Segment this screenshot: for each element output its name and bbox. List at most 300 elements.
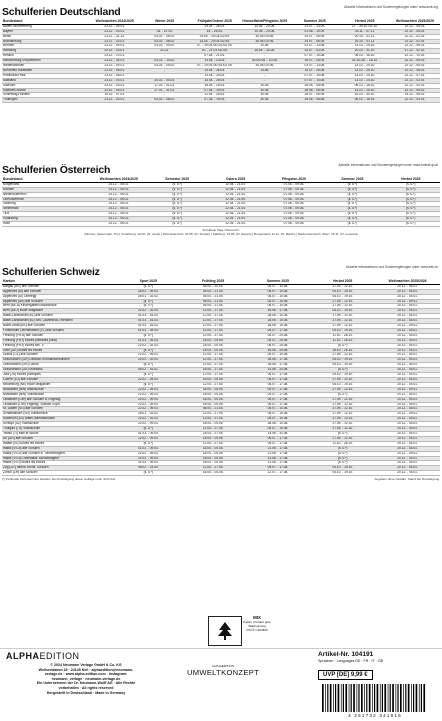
date-cell: -: [240, 73, 290, 78]
barcode-bar: [338, 684, 340, 712]
date-cell: 12.04. - 27.04.: [181, 353, 246, 358]
umwelt-big: UMWELTKONZEPT: [186, 668, 260, 677]
region-cell: Rheinland-Pfalz: [2, 73, 90, 78]
date-cell: 11.10. - 26.10.: [310, 338, 375, 343]
date-cell: 24.12. - 06.01.: [90, 197, 148, 202]
date-cell: -: [140, 93, 190, 98]
date-cell: 14.04. - 25.04.: [190, 73, 240, 78]
date-cell: 20.12. - 04.01.: [375, 431, 440, 436]
date-cell: 22.12. - 02.01.: [390, 83, 440, 88]
date-cell: 27.09. - 12.10.: [310, 387, 375, 392]
switzerland-footnote-right: Angaben ohne Gewähr. Stand bei Drucklegung.: [374, 477, 440, 482]
date-cell: (s. u.*): [116, 471, 181, 476]
barcode: [320, 684, 430, 714]
date-cell: 05.07. - 10.08.: [246, 299, 311, 304]
column-header: Weihnachten 2025/2026: [390, 20, 440, 24]
region-cell: Thüringen: [2, 98, 90, 103]
region-cell: Appenzell (AI) alle Schulen: [2, 289, 116, 294]
date-cell: 04.10. - 19.10.: [310, 289, 375, 294]
fsc-logo: [208, 616, 242, 646]
date-cell: 07.06. - 09.06.: [265, 217, 323, 222]
date-cell: 14.07. - 26.08.: [290, 68, 340, 73]
date-cell: 12.04. - 21.04.: [206, 202, 264, 207]
date-cell: (s. u.*): [382, 212, 440, 217]
date-cell: 05.04. - 21.04.: [181, 289, 246, 294]
date-cell: 05.07. - 10.08.: [246, 294, 311, 299]
date-cell: 20.12. - 04.01.: [375, 363, 440, 368]
date-cell: (s. u.*): [323, 182, 381, 187]
date-cell: 10.06.: [240, 44, 290, 49]
date-cell: 03.02. - 08.02.: [140, 34, 190, 39]
barcode-digits: 4 251732 341916: [348, 713, 402, 718]
publisher-info: [6, 663, 166, 695]
date-cell: 24.07. - 06.09.: [290, 34, 340, 39]
date-cell: 04.10. - 19.10.: [310, 373, 375, 378]
date-cell: 05.04. - 21.04.: [181, 304, 246, 309]
date-cell: 28.06. - 08.08.: [290, 88, 340, 93]
date-cell: 22.12. - 05.01.: [390, 29, 440, 34]
date-cell: 28.06. - 17.08.: [246, 363, 311, 368]
date-cell: 12.04. - 27.04.: [181, 466, 246, 471]
barcode-bar: [358, 684, 359, 712]
date-cell: 05.07. - 10.08.: [246, 417, 311, 422]
germany-note: Aktuelle Informationen und Sonderregelungen unter: www.kmk.org: [344, 5, 438, 9]
barcode-bar: [372, 684, 373, 712]
date-cell: 22.02. - 09.03.: [116, 451, 181, 456]
region-cell: Schaffhausen (SH) Volksschule: [2, 412, 116, 417]
date-cell: -: [240, 78, 290, 83]
region-cell: Wallis (VS-d) Oberwallis Tourismusgem.: [2, 456, 116, 461]
date-cell: 12.04. - 21.04.: [206, 222, 264, 227]
region-cell: Solothurn (SO) Mittel-/Berufsschulen: [2, 417, 116, 422]
publisher-line: © 2024 Neumann Verlage GmbH & Co. KG: [50, 663, 122, 667]
date-cell: (s. u.*): [116, 333, 181, 338]
date-cell: (s. u.*): [116, 441, 181, 446]
date-cell: 05.04. - 20.04.: [181, 284, 246, 289]
date-cell: 12.04. - 27.04.: [181, 319, 246, 324]
date-cell: 20.12. - 04.01.: [375, 392, 440, 397]
date-cell: 05.07. - 17.08.: [246, 436, 311, 441]
date-cell: 22.02. - 09.03.: [116, 436, 181, 441]
date-cell: 24.07. - 06.09.: [290, 39, 340, 44]
barcode-bar: [408, 684, 410, 712]
date-cell: 24.12. - 06.01.: [90, 217, 148, 222]
barcode-bar: [416, 684, 418, 712]
date-cell: 05.07. - 24.08.: [246, 333, 311, 338]
date-cell: 23.12. - 03.01.: [90, 39, 140, 44]
date-cell: 14.04. - 25.04./02.05.: [190, 39, 240, 44]
region-cell: Basel-Stadt (BS) alle Schulen: [2, 324, 116, 329]
date-cell: 22.12. - 03.01.: [390, 98, 440, 103]
date-cell: 12.04. - 27.04.: [181, 412, 246, 417]
date-cell: 18.04. - 04.05.: [181, 397, 246, 402]
barcode-bar: [327, 684, 328, 712]
date-cell: 21.06. - 17.08.: [246, 456, 311, 461]
date-cell: 30.05./06. - 10.06.: [240, 59, 290, 64]
date-cell: 23.12. - 03.01.: [90, 98, 140, 103]
date-cell: 20.12. - 04.01.: [375, 427, 440, 432]
date-cell: 21.06. - 17.08.: [246, 446, 311, 451]
region-cell: Mecklenburg-Vorpommern: [2, 59, 90, 64]
date-cell: 20.10. - 01.11.: [340, 34, 390, 39]
region-cell: Wien: [2, 222, 90, 227]
date-cell: (s. u.*): [310, 343, 375, 348]
region-cell: Hamburg: [2, 49, 90, 54]
date-cell: 22.12. - 02.01.: [390, 34, 440, 39]
date-cell: 03.02. - 04.02.: [140, 44, 190, 49]
date-cell: 03.02. - 04.02.: [140, 64, 190, 69]
region-cell: Glarus (GL) alle Schulen: [2, 353, 116, 358]
date-cell: 19.12. - 06.01.: [390, 93, 440, 98]
date-cell: (s. u.*): [323, 192, 381, 197]
austria-note: Aktuelle Informationen und Sonderregelungen unter: www.bmbwf.gv.at: [338, 163, 438, 167]
date-cell: 10.06.: [240, 68, 290, 73]
publisher-line: Wellseedamm 18 · 24145 Kiel · alphaedition@neumann-: [38, 667, 134, 672]
barcode-bar: [405, 684, 406, 712]
date-cell: 22.12. - 05.01.: [390, 44, 440, 49]
date-cell: 13.10. - 25.10.: [340, 44, 390, 49]
date-cell: (s. u.*): [310, 446, 375, 451]
date-cell: 20.12. - 04.01.: [375, 304, 440, 309]
date-cell: 01.03. - 16.03.: [116, 324, 181, 329]
region-cell: Zug (ZG) öffentl.-rechtl. Schulen: [2, 466, 116, 471]
date-cell: 03.02. - 08.02.: [140, 98, 190, 103]
region-cell: Sachsen: [2, 83, 90, 88]
barcode-bar: [364, 684, 365, 712]
date-cell: 26.05. - 30.05.: [240, 49, 290, 54]
date-cell: 23.12. - 04.01.: [90, 59, 140, 64]
date-cell: 22.02. - 09.03.: [116, 392, 181, 397]
region-cell: Waadt (VD) toutes les écoles: [2, 441, 116, 446]
date-cell: 27.09. - 12.10.: [310, 422, 375, 427]
date-cell: 20.12. - 04.01.: [375, 289, 440, 294]
region-cell: St. Gallen (SG) alle Schulen: [2, 407, 116, 412]
date-cell: 22.02. - 09.03.: [116, 402, 181, 407]
umwelt-small: ALPHAEDITION: [211, 664, 234, 668]
date-cell: 07.04. - 19.04.: [190, 98, 240, 103]
date-cell: 04.10. - 19.10.: [310, 466, 375, 471]
date-cell: 28.06. - 08.08.: [290, 98, 340, 103]
date-cell: 20.12. - 04.01.: [375, 456, 440, 461]
date-cell: 05.07. - 10.08.: [246, 304, 311, 309]
date-cell: 28.06. - 10.08.: [246, 422, 311, 427]
barcode-bar: [366, 684, 367, 712]
germany-table: [2, 20, 440, 103]
barcode-bar: [345, 684, 347, 712]
date-cell: (s. u.*): [310, 368, 375, 373]
date-cell: 08.02. - 23.02.: [116, 466, 181, 471]
date-cell: 22.12. - 05.01.: [390, 88, 440, 93]
column-header: Semester 2025: [148, 178, 206, 182]
date-cell: 05.07. - 17.08.: [246, 382, 311, 387]
date-cell: 22.12. - 02.01.: [390, 78, 440, 83]
date-cell: 31.07. - 13.09.: [290, 24, 340, 29]
date-cell: 20.12. - 04.01.: [375, 343, 440, 348]
date-cell: (s. u.*): [382, 182, 440, 187]
date-cell: 27.09. - 12.10.: [310, 436, 375, 441]
date-cell: 28.06. - 24.08.: [246, 348, 311, 353]
germany-title: Schulferien Deutschland: [2, 6, 121, 18]
date-cell: 05.07. - 10.08.: [246, 353, 311, 358]
barcode-bar: [343, 684, 344, 712]
date-cell: 01.03. - 09.03.: [116, 328, 181, 333]
date-cell: 12.04. - 21.04.: [206, 212, 264, 217]
date-cell: 11.10. - 26.10.: [310, 441, 375, 446]
barcode-bar: [351, 684, 352, 712]
date-cell: 12.04. - 27.04.: [181, 314, 246, 319]
date-cell: (s. u.*): [323, 197, 381, 202]
date-cell: 14.06. - 24.08.: [246, 368, 311, 373]
date-cell: 27.09. - 12.10.: [310, 319, 375, 324]
date-cell: 21.06. - 17.08.: [246, 451, 311, 456]
column-header: Herbst 2025: [310, 280, 375, 284]
date-cell: 28.07. - 06.09.: [290, 93, 340, 98]
date-cell: 18.04. - 04.05.: [181, 471, 246, 476]
date-cell: 01.03. - 16.03.: [116, 319, 181, 324]
barcode-bar: [330, 684, 332, 712]
date-cell: 27.09. - 12.10.: [310, 304, 375, 309]
date-cell: 23.12. - 04.01.: [90, 88, 140, 93]
region-cell: Baden-Württemberg: [2, 24, 90, 29]
date-cell: 05.07. - 17.08.: [246, 387, 311, 392]
switzerland-note: Aktuelle Informationen und Sonderregelungen unter: www.edk.ch: [346, 265, 438, 269]
barcode-bar: [421, 684, 422, 712]
table-row: [2, 471, 440, 476]
column-header: Himmelfahrt/Pfingsten 2025: [240, 20, 290, 24]
region-cell: Basel-Landschaft (BL) Sek. Laufenthal-Thierstein: [2, 319, 116, 324]
date-cell: (s. u.*): [116, 373, 181, 378]
barcode-bar: [374, 684, 375, 712]
date-cell: 10. - 21.03./02.05.: [190, 49, 240, 54]
region-cell: Burgenland: [2, 182, 90, 187]
date-cell: 23.12. - 04.01.: [90, 64, 140, 69]
date-cell: (s. u.*): [116, 299, 181, 304]
date-cell: (s. u.*): [116, 382, 181, 387]
date-cell: 03.02. - 08.02.: [140, 39, 190, 44]
austria-section: [2, 160, 440, 236]
austria-table: [2, 178, 440, 227]
region-cell: Aargau (AG) alle Schulen: [2, 284, 116, 289]
date-cell: (s. u.*): [148, 212, 206, 217]
date-cell: (s. u.*): [382, 187, 440, 192]
column-header: Sport 2025: [116, 280, 181, 284]
logo-sub: EDITION: [39, 651, 80, 661]
date-cell: 27.09. - 12.10.: [310, 314, 375, 319]
date-cell: 14.04. - 25.04./02.05.: [190, 34, 240, 39]
date-cell: 24.12. - 06.01.: [90, 202, 148, 207]
date-cell: 23.12. - 31.12.: [90, 34, 140, 39]
date-cell: 23.12. - 06.01.: [90, 68, 140, 73]
publisher-line: verlage.de · www.alpha-edition.com · Instagram:: [44, 672, 128, 677]
date-cell: 03.02. - 14.02.: [140, 59, 190, 64]
region-cell: Graubünden (GR) Deutsch-/Romanischbünden: [2, 358, 116, 363]
date-cell: 20.10. - 31.10.: [340, 49, 390, 54]
date-cell: 13.10. - 25.10.: [340, 68, 390, 73]
date-cell: 01.03. - 09.03.: [116, 431, 181, 436]
table-row: [2, 222, 440, 227]
column-header: Frühjahr/Ostern 2025: [190, 20, 240, 24]
barcode-bar: [411, 684, 412, 712]
date-cell: 22.02. - 09.03.: [116, 422, 181, 427]
date-cell: 14.04. - 25.04.: [190, 78, 240, 83]
date-cell: -: [140, 68, 190, 73]
date-cell: 05.07. - 10.08.: [246, 289, 311, 294]
date-cell: (s. u.*): [148, 202, 206, 207]
date-cell: 27.09. - 12.10.: [310, 324, 375, 329]
date-cell: 18.04. - 04.05.: [181, 422, 246, 427]
date-cell: 04.10. - 19.10.: [310, 358, 375, 363]
region-cell: Saarland: [2, 78, 90, 83]
date-cell: 27.09. - 12.10.: [310, 417, 375, 422]
date-cell: (s. u.*): [323, 212, 381, 217]
date-cell: 27.09. - 12.10.: [310, 284, 375, 289]
date-cell: 18.10. - 26.10.: [310, 348, 375, 353]
region-cell: Nidwalden (NW) Volksschule: [2, 392, 116, 397]
date-cell: 12.04. - 27.04.: [181, 417, 246, 422]
column-header: Ostern 2025: [206, 178, 264, 182]
date-cell: 20.12. - 04.01.: [375, 333, 440, 338]
region-cell: Bremen: [2, 44, 90, 49]
switzerland-table: [2, 280, 440, 476]
date-cell: 28.06. - 10.08.: [246, 314, 311, 319]
date-cell: 10.06. - 20.06.: [240, 29, 290, 34]
date-cell: 03.07. - 13.08.: [290, 44, 340, 49]
date-cell: 20.12. - 04.01.: [375, 382, 440, 387]
barcode-bar: [419, 684, 420, 712]
date-cell: 22.02. - 02.03.: [116, 417, 181, 422]
date-cell: 30.05.: [240, 88, 290, 93]
date-cell: (s. u.*): [116, 363, 181, 368]
date-cell: (s. u.*): [148, 182, 206, 187]
date-cell: 27. - 30.10./31.10.: [340, 24, 390, 29]
date-cell: 18.04. - 04.05.: [181, 343, 246, 348]
price-badge: UVP [DE] 9,99 €: [318, 670, 373, 680]
date-cell: 20.12. - 03.01.: [90, 49, 140, 54]
date-cell: 20.12. - 04.01.: [375, 402, 440, 407]
column-header: Frühling 2025: [181, 280, 246, 284]
date-cell: 20.12. - 04.01.: [375, 338, 440, 343]
date-cell: 20.12. - 04.01.: [375, 436, 440, 441]
date-cell: 20.12. - 04.01.: [375, 314, 440, 319]
barcode-bar: [377, 684, 379, 712]
barcode-bar: [413, 684, 414, 712]
date-cell: 22.12. - 10.01.: [390, 54, 440, 59]
date-cell: 17.12. - 02.01.: [390, 49, 440, 54]
date-cell: 07. - 19.04./30.04./02.05.: [190, 64, 240, 69]
date-cell: 05.07. - 10.08.: [246, 412, 311, 417]
article-number: Artikel-Nr. 104191: [318, 651, 374, 658]
date-cell: (s. u.*): [310, 431, 375, 436]
date-cell: 20.12. - 04.01.: [375, 407, 440, 412]
barcode-bar: [380, 684, 381, 712]
date-cell: 06.10. - 18.10.: [340, 98, 390, 103]
date-cell: 30.05./10.06.: [240, 39, 290, 44]
date-cell: 07.06. - 09.06.: [265, 192, 323, 197]
date-cell: 22.12. - 06.01.: [390, 68, 440, 73]
date-cell: 05.07. - 17.08.: [246, 392, 311, 397]
date-cell: 20.12. - 04.01.: [375, 378, 440, 383]
date-cell: (s. u.*): [148, 192, 206, 197]
date-cell: (s. u.*): [382, 222, 440, 227]
date-cell: 22.12. - 07.01.: [390, 73, 440, 78]
date-cell: 12.04. - 21.04.: [206, 182, 264, 187]
column-header: Sommer 2025: [323, 178, 381, 182]
barcode-bar: [390, 684, 391, 712]
date-cell: 05.07. - 10.08.: [246, 427, 311, 432]
date-cell: 30.05./10.06.: [240, 64, 290, 69]
date-cell: 23.12. - 03.01.: [90, 83, 140, 88]
region-cell: Niederösterreich: [2, 192, 90, 197]
column-header: Weihnachten 2025/2026: [375, 280, 440, 284]
date-cell: (s. u.*): [382, 192, 440, 197]
region-cell: Appenzell (AR) alle Schulen: [2, 299, 116, 304]
date-cell: 28.06. - 10.08.: [246, 324, 311, 329]
date-cell: 12.04. - 27.04.: [181, 382, 246, 387]
date-cell: 01.03. - 09.03.: [116, 338, 181, 343]
alpha-edition-logo: [6, 651, 80, 661]
date-cell: -: [140, 54, 190, 59]
barcode-bar: [392, 684, 394, 712]
region-cell: Hessen: [2, 54, 90, 59]
date-cell: 22.02. - 09.03.: [116, 456, 181, 461]
date-cell: 13.10. - 24.10.: [340, 73, 390, 78]
date-cell: 22.02. - 09.03.: [116, 397, 181, 402]
date-cell: 07.06. - 09.06.: [265, 207, 323, 212]
date-cell: 22.12. - 05.01.: [390, 64, 440, 69]
date-cell: 12.04. - 21.04.: [206, 217, 264, 222]
barcode-bar: [322, 684, 324, 712]
date-cell: 20.10. - 30.10.: [340, 93, 390, 98]
date-cell: 18.04. - 04.05.: [181, 456, 246, 461]
date-cell: 12.04. - 27.04.: [181, 324, 246, 329]
date-cell: 27.09. - 12.10.: [310, 378, 375, 383]
date-cell: 12.04. - 21.04.: [206, 207, 264, 212]
region-cell: Vorarlberg: [2, 217, 90, 222]
date-cell: 03. - 07.03.: [140, 29, 190, 34]
column-header: Herbst 2025: [382, 178, 440, 182]
austria-footnote-title: Schulfreie Tage Österreich:: [202, 227, 240, 232]
date-cell: 30.05.: [240, 83, 290, 88]
region-cell: Neuenburg (NE) école obligatoire: [2, 382, 116, 387]
date-cell: (s. u.*): [310, 461, 375, 466]
region-cell: Nidwalden (NW) Mittelschule: [2, 387, 116, 392]
date-cell: 20.12. - 04.01.: [375, 451, 440, 456]
date-cell: 05.07. - 17.08.: [246, 328, 311, 333]
date-cell: 23.12. - 04.01.: [90, 44, 140, 49]
region-cell: Bayern: [2, 29, 90, 34]
region-cell: Tessin (TI) tutte le scuole: [2, 431, 116, 436]
date-cell: 28.07. - 06.09.: [290, 59, 340, 64]
barcode-bar: [369, 684, 371, 712]
date-cell: 27.09. - 12.10.: [310, 427, 375, 432]
umweltkonzept-logo: [178, 664, 268, 677]
date-cell: 12.04. - 21.04.: [206, 187, 264, 192]
barcode-bar: [382, 684, 383, 712]
austria-footnote: Kärnten, Steiermark, Tirol, Vorarlberg: 19.03. (hl. Josef) | Oberösterreich: 04.05. (hl. Florian) | Salzburg: 24.09. (hl. Rupert) | Burgenland: 11.11. (hl. Martin) | Niederösterreich, Wien: 15.11. (hl. Leopold): [84, 231, 358, 236]
date-cell: 23.12. - 03.01.: [90, 78, 140, 83]
date-cell: 12.04. - 27.04.: [181, 333, 246, 338]
date-cell: 24.12. - 06.01.: [90, 187, 148, 192]
region-cell: Freiburg (FR-f) écoles sec. II: [2, 343, 116, 348]
mix-title: MIX: [253, 615, 261, 620]
date-cell: 05.07. - 10.08.: [246, 407, 311, 412]
region-cell: Tirol: [2, 212, 90, 217]
date-cell: 01.03. - 09.03.: [116, 461, 181, 466]
date-cell: 24.12. - 06.01.: [90, 222, 148, 227]
barcode-bar: [403, 684, 404, 712]
date-cell: 20.12. - 04.01.: [375, 446, 440, 451]
date-cell: 18.04. - 04.05.: [181, 378, 246, 383]
